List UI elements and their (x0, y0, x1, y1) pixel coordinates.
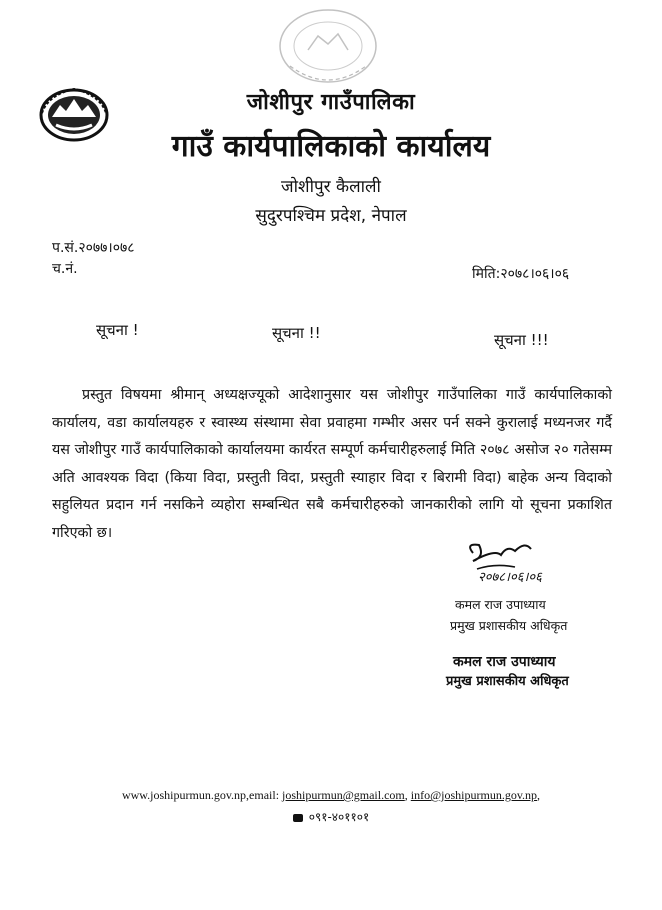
phone-number: ०९१-४०११०१ (308, 810, 370, 824)
office-title: गाउँ कार्यपालिकाको कार्यालय (171, 129, 491, 164)
notice-heading-3: सूचना !!! (494, 331, 549, 349)
notice-heading-1: सूचना ! (96, 321, 139, 339)
handwritten-signature (455, 535, 590, 595)
phone-icon (293, 814, 303, 822)
stamp-title: प्रमुख प्रशासकीय अधिकृत (446, 674, 569, 689)
signer-title: प्रमुख प्रशासकीय अधिकृत (450, 618, 568, 633)
letter-date: मिति:२०७८।०६।०६ (472, 266, 570, 282)
footer-end: , (537, 788, 541, 802)
handwritten-date: २०७८।०६।०६ (478, 570, 542, 585)
notice-heading-2: सूचना !! (272, 324, 321, 342)
province-line: सुदुरपश्चिम प्रदेश, नेपाल (255, 206, 407, 226)
letter-reference: प.सं.२०७७।०७८ (52, 240, 135, 256)
footer-sep: , (404, 788, 408, 802)
footer-contact (0, 788, 662, 803)
notice-body (52, 382, 612, 548)
footer-email-1[interactable]: joshipurmun@gmail.com (282, 788, 405, 802)
office-location: जोशीपुर कैलाली (281, 177, 381, 197)
body-paragraph: प्रस्तुत विषयमा श्रीमान् अध्यक्षज्यूको आदेशानुसार यस जोशीपुर गाउँपालिका गाउँ कार्यपालिकाको कार्यालय, वडा कार्यालयहरु र स्वास्थ्य संस्थामा सेवा प्रवाहमा गम्भीर असर पर्न सक्ने कुरालाई मध्यनजर गर्दै यस जोशीपुर गाउँ कार्यपालिकाको कार्यालयमा कार्यरत सम्पूर्ण कर्मचारीहरुलाई मिति २०७८ असोज २० गतेसम्म अति आवश्यक विदा (किया विदा, प्रस्तुती विदा, प्रस्तुती स्याहार विदा र बिरामी विदा) बाहेक अन्य विदाको सहुलियत प्रदान गर्न नसकिने व्यहोरा सम्बन्धित सबै कर्मचारीहरुको जानकारीको लागि यो सूचना प्रकाशित गरिएको छ। (52, 387, 612, 541)
dispatch-number: च.नं. (52, 261, 78, 277)
footer-phone (0, 808, 662, 825)
footer-website: www.joshipurmun.gov.np,email: (121, 788, 280, 802)
stamp-name: कमल राज उपाध्याय (453, 654, 556, 670)
footer-email-2[interactable]: info@joshipurmun.gov.np (410, 788, 538, 802)
municipality-seal-icon (268, 6, 388, 96)
signer-name: कमल राज उपाध्याय (455, 597, 546, 612)
municipality-name: जोशीपुर गाउँपालिका (246, 89, 416, 115)
